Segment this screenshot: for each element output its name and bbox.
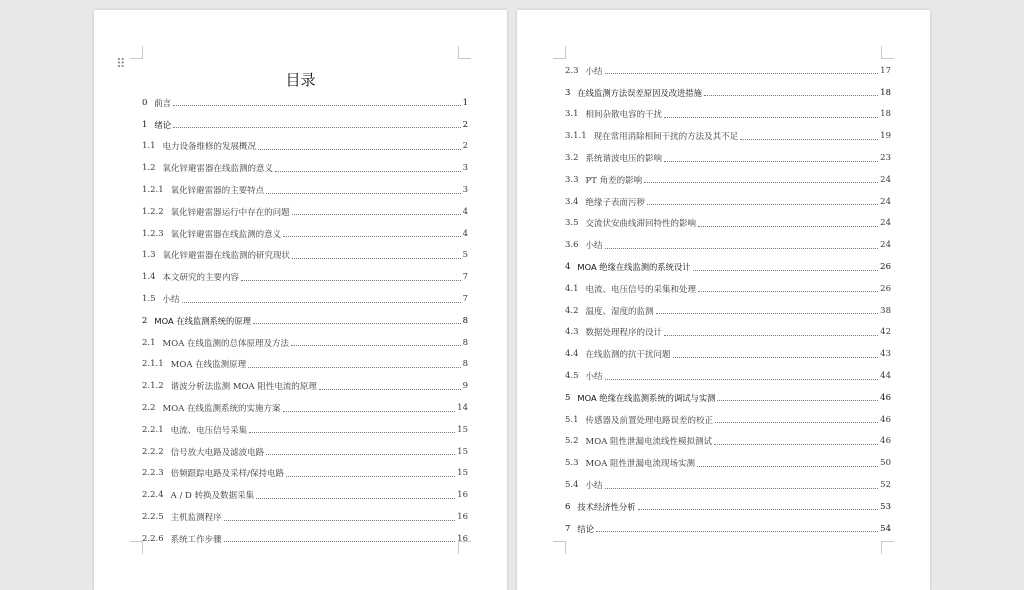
toc-entry-number: 3.1.1 [565, 131, 587, 142]
toc-entry-number: 2.1 [142, 337, 156, 348]
toc-entry-title: 氧化锌避雷器运行中存在的问题 [170, 207, 290, 218]
margin-corner-mark [553, 46, 566, 59]
toc-entry-page-number: 46 [880, 392, 891, 403]
toc-entry-page-number: 15 [457, 446, 468, 457]
toc-entry-page-number: 38 [880, 305, 891, 316]
toc-entry[interactable] [565, 474, 891, 496]
toc-entry[interactable] [565, 104, 891, 126]
toc-dot-leader [605, 248, 879, 249]
toc-dot-leader [182, 302, 461, 303]
toc-entry-title: 前言 [154, 97, 172, 108]
toc-entry-title: MOA 绝缘在线监测系统的调试与实测 [577, 392, 716, 403]
toc-entry-number: 3.1 [565, 109, 579, 120]
toc-entry[interactable] [142, 310, 468, 332]
toc-entry-title: 本文研究的主要内容 [162, 273, 240, 284]
toc-dot-leader [693, 270, 879, 271]
toc-entry[interactable] [142, 506, 468, 528]
toc-entry-page-number: 26 [880, 283, 891, 294]
toc-entry-page-number: 4 [462, 228, 468, 239]
toc-entry[interactable] [565, 256, 891, 278]
toc-dot-leader [173, 105, 461, 106]
toc-entry[interactable] [565, 387, 891, 409]
toc-entry-page-number: 16 [457, 490, 468, 501]
toc-entry[interactable] [565, 278, 891, 300]
toc-dot-leader [286, 476, 455, 477]
toc-dot-leader [283, 411, 456, 412]
toc-dot-leader [248, 367, 460, 368]
toc-entry-number: 6 [565, 501, 571, 512]
toc-entry[interactable] [142, 136, 468, 158]
toc-entry[interactable] [142, 288, 468, 310]
toc-dot-leader [291, 345, 461, 346]
toc-entry-page-number: 26 [880, 262, 891, 273]
toc-dot-leader [664, 335, 878, 336]
toc-entry-page-number: 2 [462, 119, 468, 130]
toc-entry-page-number: 43 [880, 349, 891, 360]
toc-dot-leader [253, 323, 461, 324]
toc-dot-leader [256, 498, 455, 499]
toc-entry-title: 主机监测程序 [170, 513, 222, 524]
toc-entry-title: MOA 绝缘在线监测的系统设计 [577, 262, 691, 273]
toc-entry-page-number: 54 [880, 523, 891, 534]
toc-entry-number: 1.2.3 [142, 228, 164, 239]
toc-entry-title: 在线监测的抗干扰问题 [585, 350, 671, 361]
toc-entry-page-number: 14 [457, 403, 468, 414]
toc-entry-title: MOA 阻性泄漏电流现场实测 [585, 459, 696, 470]
toc-entry[interactable] [142, 266, 468, 288]
toc-list-left [142, 92, 468, 550]
toc-dot-leader [258, 149, 461, 150]
toc-entry[interactable] [565, 213, 891, 235]
toc-entry[interactable] [142, 528, 468, 550]
toc-entry[interactable] [142, 114, 468, 136]
toc-entry-page-number: 9 [462, 381, 468, 392]
toc-entry-number: 5.2 [565, 436, 579, 447]
toc-entry-number: 1.3 [142, 250, 156, 261]
toc-entry-number: 2.1.1 [142, 359, 164, 370]
toc-dot-leader [664, 161, 878, 162]
toc-entry-number: 2 [142, 315, 148, 326]
toc-entry-number: 3.3 [565, 174, 579, 185]
toc-entry-title: 小结 [585, 241, 603, 252]
toc-entry-title: 氧化锌避雷器的主要特点 [170, 186, 265, 197]
toc-entry[interactable] [565, 496, 891, 518]
toc-dot-leader [241, 280, 461, 281]
toc-entry-title: 电流、电压信号采集 [170, 425, 248, 436]
drag-handle-icon[interactable]: ⠿ [116, 57, 124, 72]
toc-entry[interactable] [142, 245, 468, 267]
toc-entry-page-number: 15 [457, 468, 468, 479]
toc-entry-number: 5 [565, 392, 571, 403]
toc-entry-number: 1.2 [142, 163, 156, 174]
toc-dot-leader [717, 400, 878, 401]
toc-entry-page-number: 16 [457, 533, 468, 544]
toc-entry-page-number: 3 [462, 185, 468, 196]
toc-entry-title: 交流伏安曲线滞回特性的影响 [585, 219, 697, 230]
toc-entry-page-number: 18 [880, 87, 891, 98]
toc-entry-title: MOA 在线监测的总体原理及方法 [162, 338, 290, 349]
toc-entry[interactable] [565, 125, 891, 147]
toc-entry-page-number: 42 [880, 327, 891, 338]
toc-entry[interactable] [142, 484, 468, 506]
toc-entry-page-number: 24 [880, 218, 891, 229]
toc-entry[interactable] [142, 332, 468, 354]
toc-dot-leader [673, 357, 879, 358]
toc-dot-leader [697, 466, 878, 467]
toc-entry-number: 5.3 [565, 458, 579, 469]
toc-entry-number: 2.2 [142, 403, 156, 414]
margin-corner-mark [881, 541, 894, 554]
toc-entry[interactable] [565, 431, 891, 453]
toc-list-right [565, 60, 891, 540]
toc-entry-number: 2.2.2 [142, 446, 164, 457]
toc-entry-title: 绝缘子表面污秽 [585, 197, 646, 208]
toc-entry-title: 绪论 [154, 119, 172, 130]
toc-entry-number: 4.2 [565, 305, 579, 316]
toc-dot-leader [596, 531, 878, 532]
toc-entry[interactable] [142, 375, 468, 397]
toc-dot-leader [266, 454, 455, 455]
toc-entry-title: A / D 转换及数据采集 [170, 491, 255, 502]
toc-dot-leader [715, 422, 878, 423]
toc-entry-page-number: 24 [880, 174, 891, 185]
toc-entry-title: 相间杂散电容的干扰 [585, 110, 663, 121]
toc-entry[interactable] [565, 191, 891, 213]
margin-corner-mark [130, 46, 143, 59]
toc-entry-number: 2.1.2 [142, 381, 164, 392]
toc-entry[interactable] [565, 518, 891, 540]
toc-entry-page-number: 17 [880, 65, 891, 76]
toc-entry[interactable] [142, 441, 468, 463]
toc-entry[interactable] [565, 300, 891, 322]
toc-entry-title: 小结 [162, 295, 180, 306]
toc-dot-leader [698, 226, 878, 227]
toc-entry-title: 系统谐波电压的影响 [585, 154, 663, 165]
toc-entry[interactable] [565, 452, 891, 474]
toc-dot-leader [656, 313, 879, 314]
toc-entry-title: 传感器及前置处理电路误差的校正 [585, 415, 714, 426]
toc-entry[interactable] [142, 463, 468, 485]
toc-entry-page-number: 18 [880, 109, 891, 120]
toc-entry-page-number: 52 [880, 480, 891, 491]
toc-entry-page-number: 24 [880, 240, 891, 251]
toc-dot-leader [714, 444, 878, 445]
toc-entry-number: 3.2 [565, 153, 579, 164]
toc-entry-page-number: 8 [462, 359, 468, 370]
toc-entry-title: 信号放大电路及滤波电路 [170, 447, 265, 458]
toc-entry-page-number: 5 [462, 250, 468, 261]
toc-entry-page-number: 3 [462, 163, 468, 174]
toc-dot-leader [638, 509, 879, 510]
toc-entry[interactable] [565, 82, 891, 104]
toc-entry-page-number: 53 [880, 501, 891, 512]
toc-dot-leader [173, 127, 461, 128]
margin-corner-mark [881, 46, 894, 59]
toc-entry[interactable] [142, 223, 468, 245]
toc-entry-page-number: 16 [457, 512, 468, 523]
document-page-left [94, 10, 507, 590]
toc-entry-page-number: 44 [880, 371, 891, 382]
toc-entry-number: 1.2.1 [142, 185, 164, 196]
toc-entry-number: 1 [142, 119, 148, 130]
toc-entry[interactable] [565, 343, 891, 365]
toc-entry-page-number: 24 [880, 196, 891, 207]
toc-dot-leader [740, 139, 878, 140]
toc-dot-leader [224, 541, 456, 542]
toc-entry[interactable] [142, 397, 468, 419]
toc-entry-title: 氧化锌避雷器在线监测的研究现状 [162, 251, 291, 262]
toc-entry-number: 1.1 [142, 141, 156, 152]
toc-dot-leader [275, 171, 461, 172]
toc-entry-title: 结论 [577, 523, 595, 534]
toc-entry[interactable] [565, 409, 891, 431]
toc-entry-number: 3.5 [565, 218, 579, 229]
toc-entry[interactable] [565, 60, 891, 82]
toc-entry-title: 氧化锌避雷器在线监测的意义 [162, 164, 274, 175]
toc-entry-title: 小结 [585, 372, 603, 383]
toc-entry-page-number: 15 [457, 424, 468, 435]
toc-entry-title: 在线监测方法误差原因及改进措施 [577, 87, 702, 98]
toc-entry-page-number: 7 [462, 294, 468, 305]
toc-entry-title: 电力设备维修的发展概况 [162, 142, 257, 153]
toc-entry-number: 2.2.6 [142, 533, 164, 544]
toc-entry-number: 4.4 [565, 349, 579, 360]
toc-dot-leader [266, 193, 460, 194]
document-page-right [517, 10, 930, 590]
toc-dot-leader [698, 291, 878, 292]
toc-dot-leader [605, 379, 879, 380]
toc-dot-leader [249, 432, 455, 433]
toc-entry-page-number: 2 [462, 141, 468, 152]
toc-entry[interactable] [565, 234, 891, 256]
toc-entry[interactable] [142, 201, 468, 223]
toc-entry-page-number: 19 [880, 131, 891, 142]
margin-corner-mark [458, 46, 471, 59]
toc-entry-title: 系统工作步骤 [170, 534, 222, 545]
toc-entry-title: MOA 在线监测系统的原理 [154, 315, 251, 326]
toc-entry[interactable] [142, 92, 468, 114]
toc-entry-page-number: 7 [462, 272, 468, 283]
toc-title: 目录 [285, 71, 316, 89]
toc-entry-number: 2.3 [565, 65, 579, 76]
toc-entry-number: 5.1 [565, 414, 579, 425]
toc-entry-number: 1.2.2 [142, 206, 164, 217]
toc-entry-number: 0 [142, 97, 148, 108]
toc-entry-number: 4.5 [565, 371, 579, 382]
toc-entry-number: 1.4 [142, 272, 156, 283]
toc-entry[interactable] [142, 419, 468, 441]
toc-dot-leader [224, 520, 456, 521]
toc-entry-number: 4.3 [565, 327, 579, 338]
toc-dot-leader [319, 389, 461, 390]
toc-entry-title: 谐波分析法监测 MOA 阻性电流的原理 [170, 382, 317, 393]
toc-entry[interactable] [565, 169, 891, 191]
toc-dot-leader [292, 214, 461, 215]
toc-entry-number: 1.5 [142, 294, 156, 305]
toc-entry-number: 4 [565, 262, 571, 273]
toc-entry-number: 2.2.5 [142, 512, 164, 523]
toc-entry-title: MOA 在线监测原理 [170, 360, 247, 371]
toc-dot-leader [647, 204, 878, 205]
toc-dot-leader [292, 258, 461, 259]
toc-entry-number: 3.4 [565, 196, 579, 207]
toc-entry[interactable] [565, 322, 891, 344]
toc-entry-title: 氧化锌避雷器在线监测的意义 [170, 229, 282, 240]
toc-entry-title: 技术经济性分析 [577, 501, 636, 512]
toc-entry-title: 现在常用消除相间干扰的方法及其不足 [593, 132, 739, 143]
toc-entry-title: PT 角差的影响 [585, 175, 643, 186]
toc-entry-number: 5.4 [565, 480, 579, 491]
toc-dot-leader [664, 117, 878, 118]
toc-entry-page-number: 4 [462, 206, 468, 217]
toc-entry-page-number: 50 [880, 458, 891, 469]
toc-entry-number: 3 [565, 87, 571, 98]
toc-dot-leader [704, 95, 878, 96]
toc-entry-title: MOA 在线监测系统的实施方案 [162, 404, 281, 415]
toc-entry-number: 2.2.3 [142, 468, 164, 479]
toc-entry[interactable] [565, 365, 891, 387]
toc-entry-title: 小结 [585, 481, 603, 492]
toc-entry-page-number: 8 [462, 337, 468, 348]
margin-corner-mark [553, 541, 566, 554]
toc-dot-leader [283, 236, 460, 237]
toc-entry[interactable] [142, 354, 468, 376]
toc-entry-title: 小结 [585, 66, 603, 77]
toc-entry-page-number: 46 [880, 436, 891, 447]
toc-entry-title: 温度、湿度的监测 [585, 306, 654, 317]
toc-entry-title: 倍频跟踪电路及采样/保持电路 [170, 469, 285, 480]
toc-entry-page-number: 1 [462, 97, 468, 108]
toc-entry-number: 7 [565, 523, 571, 534]
toc-entry-number: 2.2.4 [142, 490, 164, 501]
toc-entry-title: 电流、电压信号的采集和处理 [585, 284, 697, 295]
toc-entry-title: 数据处理程序的设计 [585, 328, 663, 339]
toc-entry[interactable] [142, 179, 468, 201]
toc-dot-leader [605, 488, 879, 489]
toc-entry-number: 3.6 [565, 240, 579, 251]
toc-entry-title: MOA 阻性泄漏电流线性模拟测试 [585, 437, 713, 448]
toc-entry-page-number: 8 [462, 315, 468, 326]
toc-entry-number: 4.1 [565, 283, 579, 294]
toc-entry-number: 2.2.1 [142, 424, 164, 435]
toc-dot-leader [605, 73, 879, 74]
toc-dot-leader [644, 182, 878, 183]
toc-entry[interactable] [142, 157, 468, 179]
toc-entry[interactable] [565, 147, 891, 169]
toc-entry-page-number: 23 [880, 153, 891, 164]
toc-entry-page-number: 46 [880, 414, 891, 425]
